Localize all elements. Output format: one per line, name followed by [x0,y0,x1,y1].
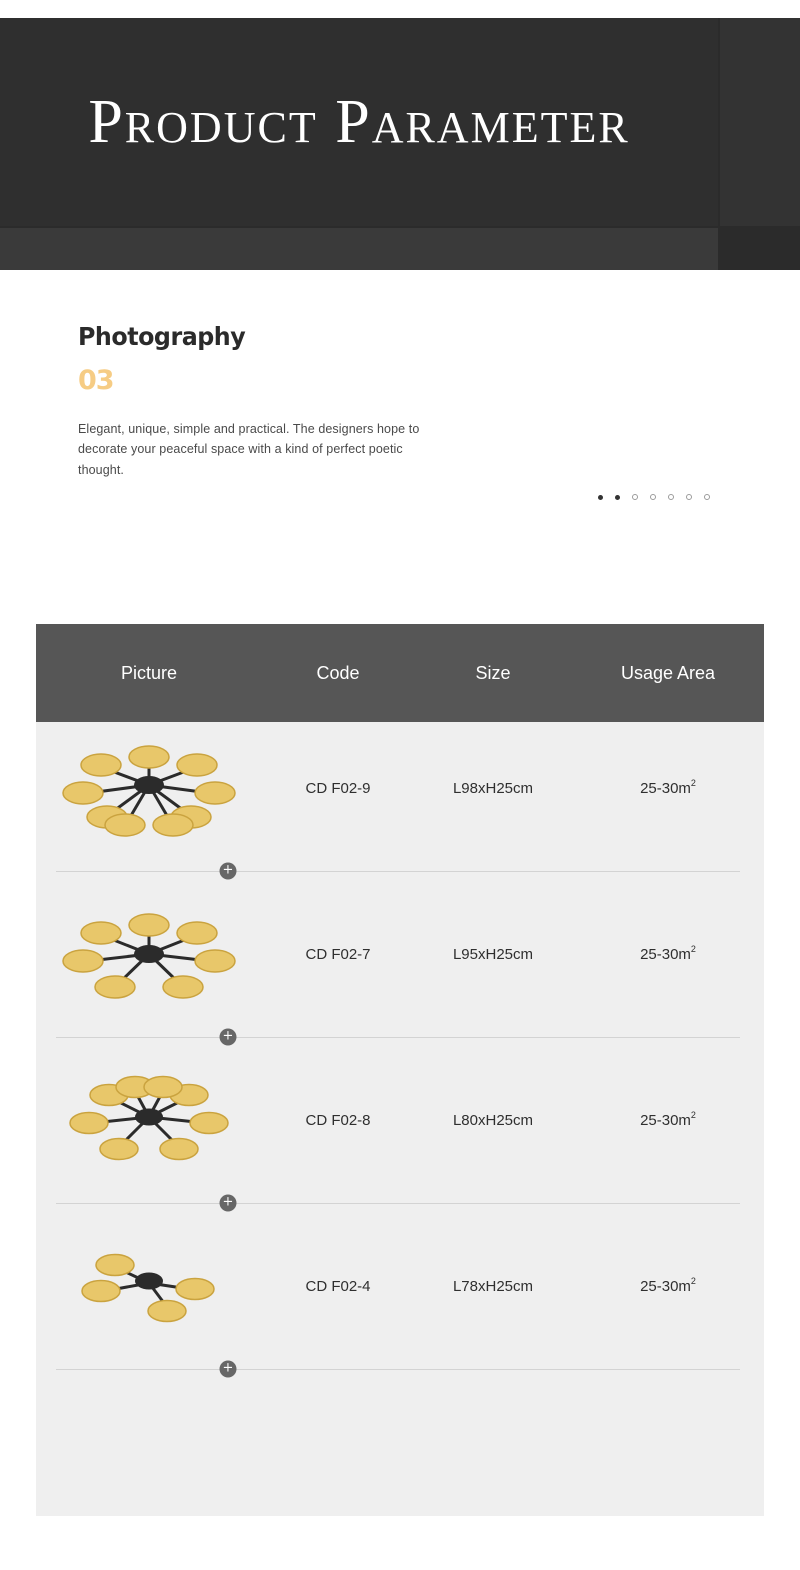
table-cell-usage-area [572,946,764,963]
table-header-size: Size [475,662,511,683]
usage-area-value: 25-30m [640,779,691,797]
page-title [88,87,629,158]
usage-area-value: 25-30m [640,1277,691,1295]
usage-area-value: 25-30m [640,945,691,963]
expand-row-button[interactable]: + [220,1029,237,1046]
page-title-p1-rest: RODUCT [124,102,318,152]
usage-area-unit-sup: 2 [690,944,696,954]
table-body [36,722,764,1516]
chandelier-8-arm-icon [49,1065,249,1175]
carousel-dot-5[interactable] [668,494,674,500]
divider-line [56,1203,740,1204]
banner-main-panel [0,18,718,226]
usage-area-unit-sup: 2 [690,1110,696,1120]
expand-row-button[interactable]: + [220,1195,237,1212]
row-divider [36,854,764,888]
intro-section [78,322,638,480]
table-cell-picture [36,1065,262,1175]
row-divider [36,1352,764,1386]
usage-area-unit-sup: 2 [690,778,696,788]
banner-lower-strip-right [720,228,800,270]
usage-area-value: 25-30m [640,1111,691,1129]
divider-line [56,1369,740,1370]
carousel-dot-7[interactable] [704,494,710,500]
chandelier-7-arm-icon [49,899,249,1009]
table-cell-picture [36,899,262,1009]
table-cell-size: L78xH25cm [452,1277,534,1295]
table-cell-size: L80xH25cm [452,1111,534,1129]
page-title-p1-cap: P [88,87,125,156]
divider-line [56,1037,740,1038]
table-cell-code: CD F02-9 [305,779,371,797]
carousel-dot-6[interactable] [686,494,692,500]
carousel-dot-2[interactable] [615,495,620,500]
table-header-row [36,624,764,722]
table-cell-size: L95xH25cm [452,945,534,963]
banner-right-block [720,18,800,226]
chandelier-4-arm-icon [49,1231,249,1341]
table-row [36,722,764,854]
page-title-p2-cap: P [335,87,372,156]
divider-line [56,871,740,872]
table-cell-usage-area [572,1278,764,1295]
chandelier-9-arm-icon [49,733,249,843]
product-parameter-table [36,624,764,1516]
intro-section-number: 03 [78,365,114,396]
page-banner [0,18,800,270]
row-divider [36,1186,764,1220]
carousel-dot-1[interactable] [598,495,603,500]
intro-description: Elegant, unique, simple and practical. The designers hope to decorate your peaceful space with a kind of perfect poetic thought. [78,422,420,477]
table-header-code: Code [316,662,360,683]
table-header-picture: Picture [120,662,178,683]
table-row [36,888,764,1020]
table-cell-code: CD F02-8 [305,1111,371,1129]
expand-row-button[interactable]: + [220,863,237,880]
table-row [36,1220,764,1352]
table-cell-usage-area [572,1112,764,1129]
expand-row-button[interactable]: + [220,1361,237,1378]
table-header-usage-area: Usage Area [620,662,716,683]
table-cell-usage-area [572,780,764,797]
intro-heading: Photography [78,322,246,351]
table-row [36,1054,764,1186]
table-cell-size: L98xH25cm [452,779,534,797]
carousel-dot-4[interactable] [650,494,656,500]
carousel-dot-3[interactable] [632,494,638,500]
carousel-dots[interactable] [598,494,710,500]
table-cell-code: CD F02-7 [305,945,371,963]
page-title-p2-rest: ARAMETER [371,102,630,152]
usage-area-unit-sup: 2 [690,1276,696,1286]
table-cell-picture [36,733,262,843]
table-cell-code: CD F02-4 [305,1277,371,1295]
row-divider [36,1020,764,1054]
table-cell-picture [36,1231,262,1341]
banner-lower-strip [0,228,718,270]
